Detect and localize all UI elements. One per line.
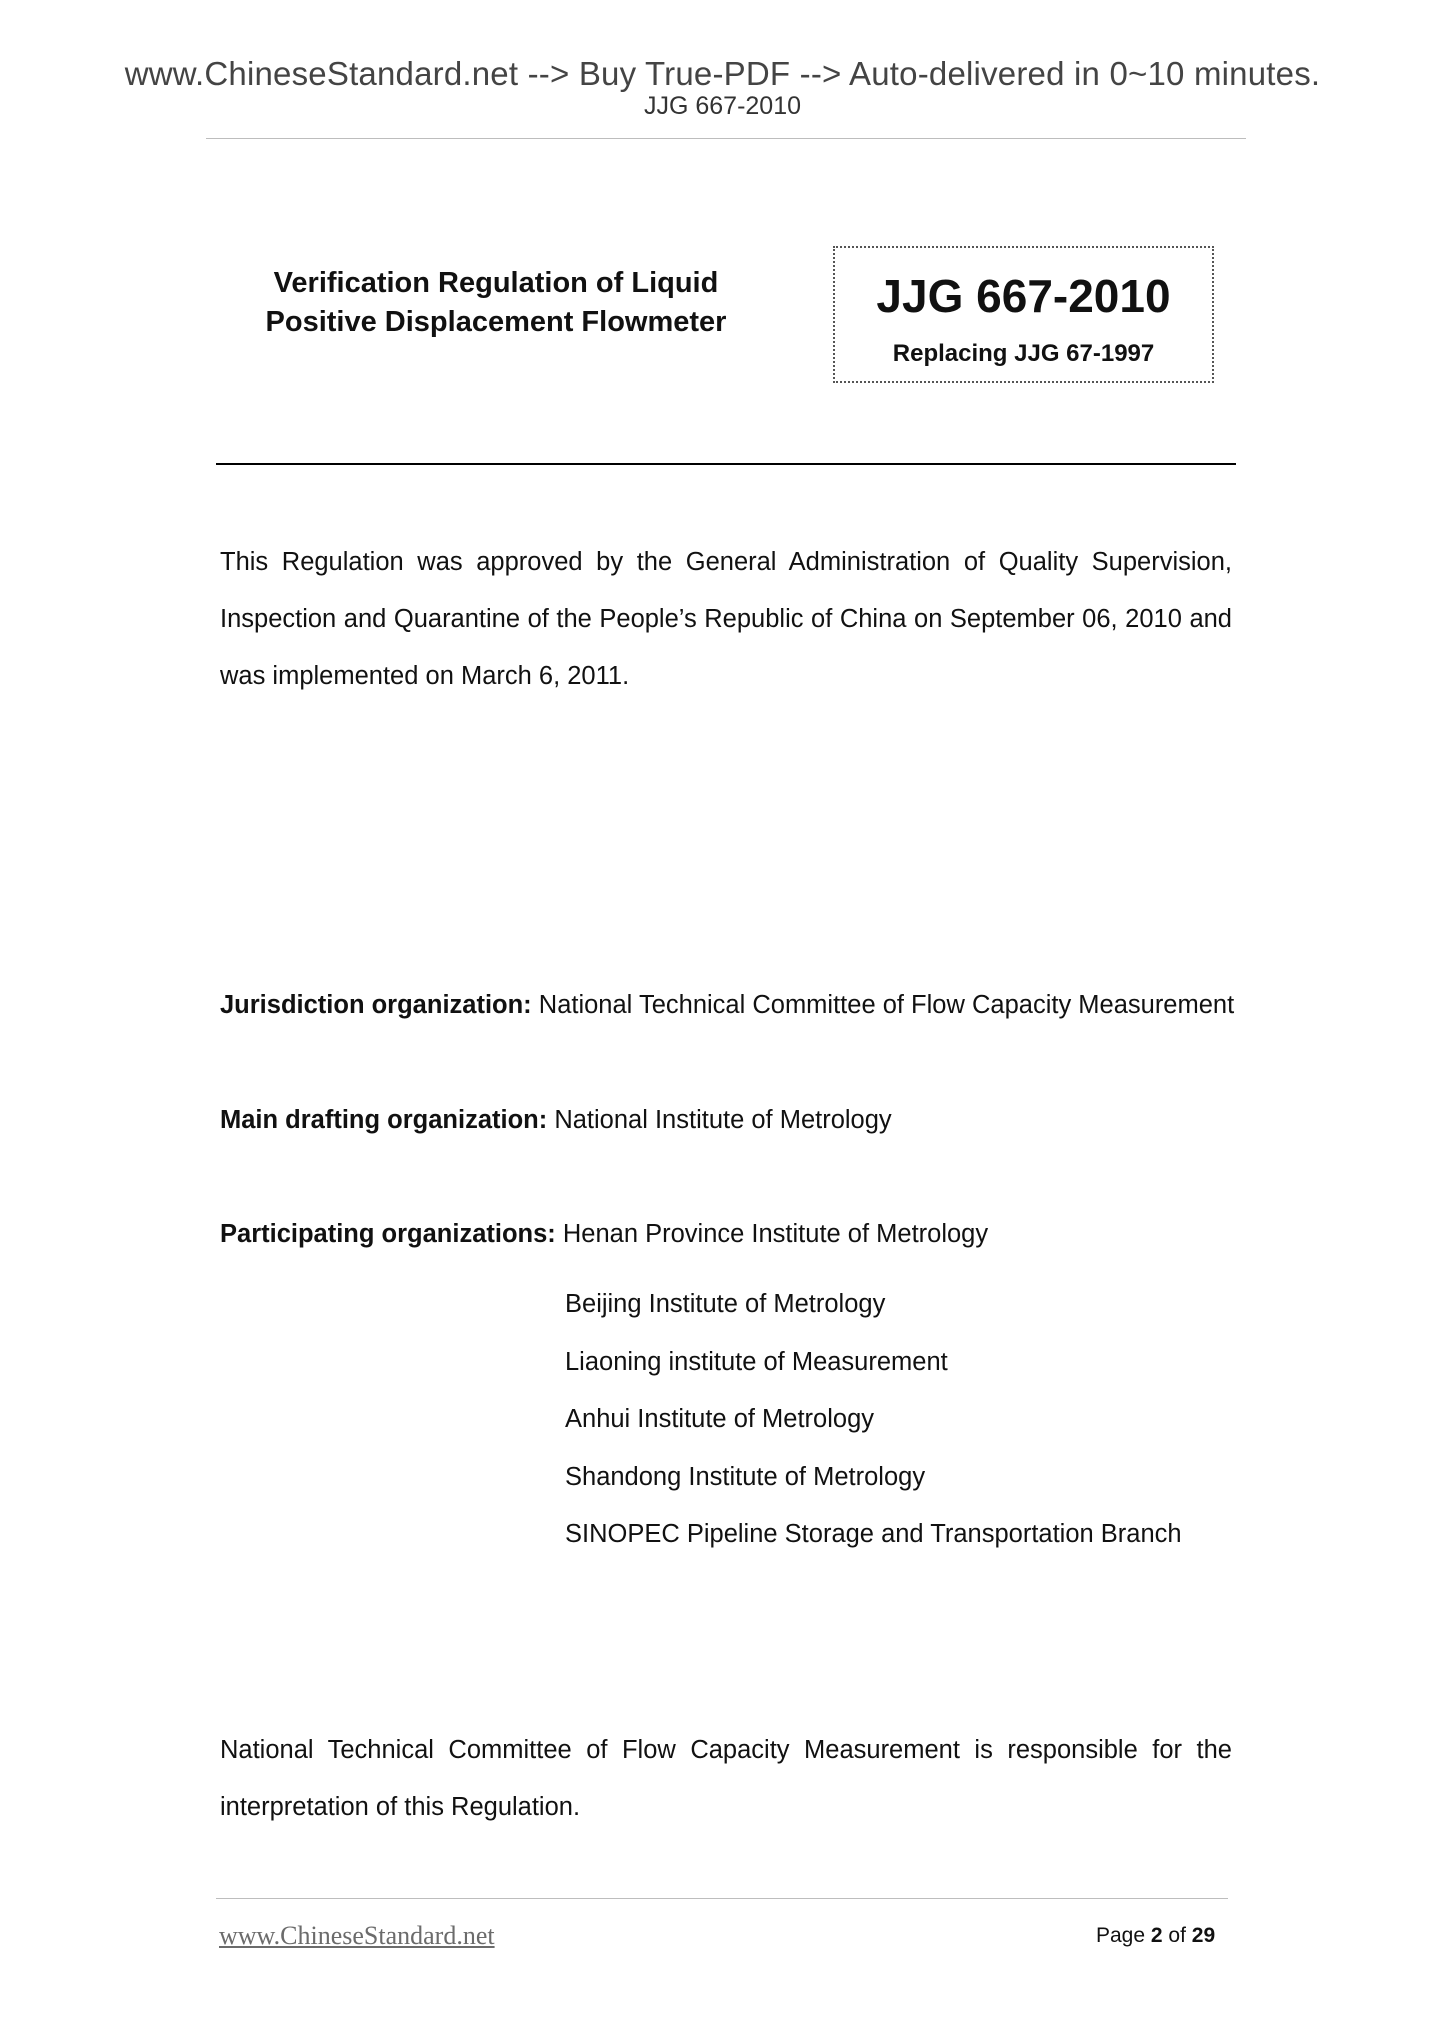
title-line-2: Positive Displacement Flowmeter <box>265 306 727 338</box>
list-item: Beijing Institute of Metrology <box>565 1290 886 1318</box>
replacing-code: Replacing JJG 67-1997 <box>892 340 1155 367</box>
title-line-1: Verification Regulation of Liquid <box>273 267 719 299</box>
main-drafting-label: Main drafting organization: <box>220 1106 548 1134</box>
title-divider <box>216 463 1236 465</box>
interpretation-paragraph: National Technical Committee of Flow Capacity Measurement is responsible for the interpretation of this Regulation. <box>220 1736 1232 1821</box>
page-total: 29 <box>1191 1924 1216 1947</box>
jurisdiction-organization <box>220 991 1234 1020</box>
list-item: SINOPEC Pipeline Storage and Transportation Branch <box>565 1520 1182 1548</box>
standard-code-box <box>833 246 1214 383</box>
page-prefix: Page <box>1096 1924 1151 1947</box>
running-head: JJG 667-2010 <box>643 92 802 120</box>
main-drafting-value: National Institute of Metrology <box>547 1106 892 1134</box>
page-number <box>1096 1924 1215 1948</box>
participating-label: Participating organizations: <box>220 1220 556 1248</box>
page-current: 2 <box>1150 1924 1163 1947</box>
participating-organizations <box>220 1220 988 1249</box>
main-drafting-organization <box>220 1106 892 1135</box>
participating-list <box>565 1276 1182 1564</box>
document-title <box>206 264 786 342</box>
list-item: Shandong Institute of Metrology <box>565 1462 926 1491</box>
top-banner: www.ChineseStandard.net --> Buy True-PDF --> Auto-delivered in 0~10 minutes. <box>124 55 1321 92</box>
footer-divider <box>216 1898 1228 1899</box>
header-divider <box>206 138 1246 139</box>
participating-first: Henan Province Institute of Metrology <box>555 1220 989 1248</box>
footer-link[interactable]: www.ChineseStandard.net <box>219 1921 495 1950</box>
jurisdiction-label: Jurisdiction organization: <box>220 991 532 1019</box>
jurisdiction-value: National Technical Committee of Flow Capacity Measurement <box>531 991 1235 1019</box>
list-item: Anhui Institute of Metrology <box>565 1405 875 1433</box>
approval-paragraph: This Regulation was approved by the General Administration of Quality Supervision, Inspection and Quarantine of the People’s Republic of China on September 06, 2010 and was implemented on March 6, 2011. <box>220 548 1232 690</box>
standard-code: JJG 667-2010 <box>876 270 1171 322</box>
page-mid: of <box>1162 1924 1192 1947</box>
list-item: Liaoning institute of Measurement <box>565 1347 948 1376</box>
